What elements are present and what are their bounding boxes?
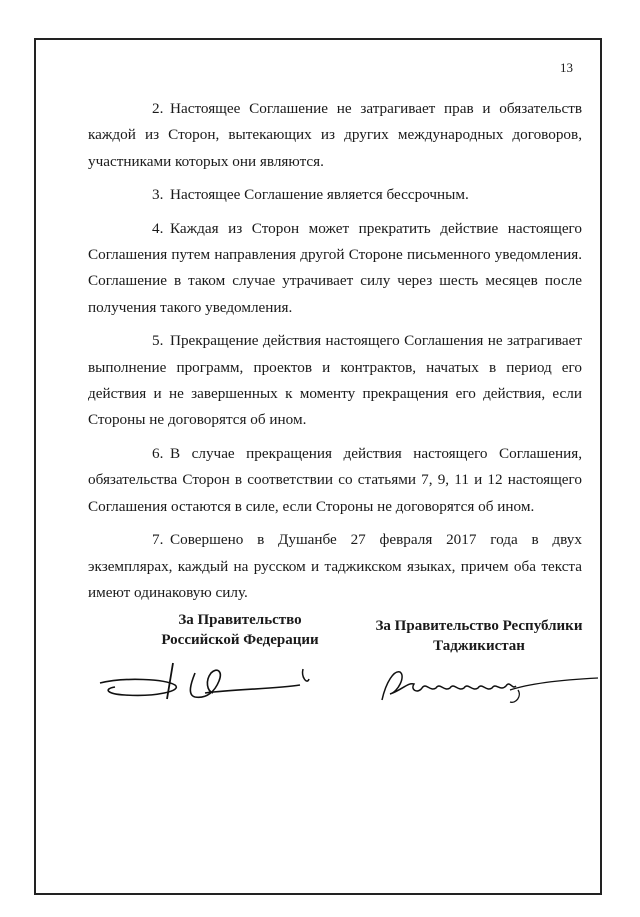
- paragraph-number: 3.: [152, 186, 164, 204]
- signature-right: [378, 664, 602, 708]
- signatory-line: Российской Федерации: [161, 632, 319, 648]
- paragraph-text: Совершено в Душанбе 27 февраля 2017 года в двух экземплярах, каждый на русском и таджикском языках, причем оба текста имеют одинаковую силу.: [88, 531, 582, 601]
- paragraph-number: 5.: [152, 332, 164, 350]
- signatory-line: За Правительство: [178, 612, 302, 628]
- signatory-line: Таджикистан: [433, 638, 525, 654]
- paragraph-2: [88, 96, 582, 175]
- paragraph-number: 2.: [152, 100, 164, 117]
- paragraph-3: [88, 182, 582, 208]
- paragraph-number: 6.: [152, 444, 164, 462]
- paragraph-text: Каждая из Сторон может прекратить действие настоящего Соглашения путем направления другой Стороне письменного уведомления. Соглашение в таком случае утрачивает силу через шесть месяцев после получения такого уведомления.: [88, 219, 582, 316]
- signatory-russia: [130, 610, 350, 650]
- signatory-line: За Правительство Республики: [375, 618, 583, 634]
- paragraph-text: Настоящее Соглашение не затрагивает прав и обязательств каждой из Сторон, вытекающих из других международных договоров, участниками которых они являются.: [88, 100, 582, 170]
- page-number: 13: [560, 60, 573, 75]
- paragraph-text: В случае прекращения действия настоящего Соглашения, обязательства Сторон в соответствии со статьями 7, 9, 11 и 12 настоящего Соглашения остаются в силе, если Стороны не договорятся об ином.: [88, 444, 582, 515]
- paragraph-6: [88, 441, 582, 520]
- paragraph-text: Настоящее Соглашение является бессрочным.: [170, 186, 469, 204]
- paragraph-number: 4.: [152, 219, 164, 237]
- paragraph-number: 7.: [152, 531, 164, 549]
- paragraph-4: [88, 216, 582, 322]
- paragraph-text: Прекращение действия настоящего Соглашения не затрагивает выполнение программ, проектов и контрактов, начатых в период его действия и не завершенных к моменту прекращения его действия, если Стороны не договорятся об ином.: [88, 332, 582, 429]
- paragraph-7: [88, 527, 582, 606]
- paragraph-5: [88, 328, 582, 434]
- signature-left: [95, 655, 335, 715]
- document-body: [88, 96, 582, 613]
- signatory-tajikistan: [352, 616, 606, 656]
